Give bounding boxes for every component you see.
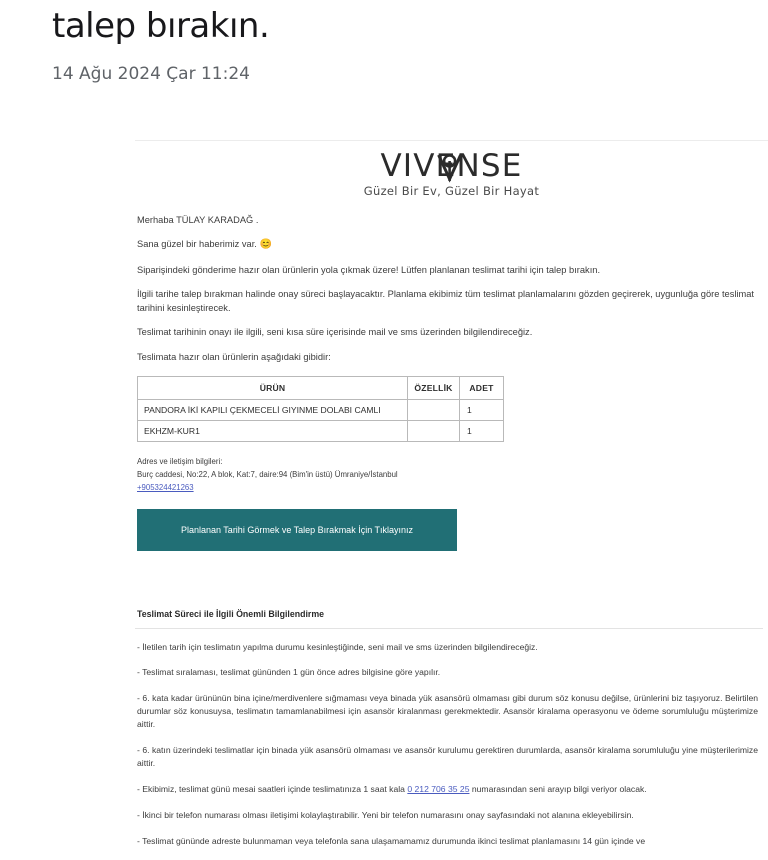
good-news-text: Sana güzel bir haberimiz var. [137,239,257,250]
info-item-elevator-up-to-6: - 6. kata kadar ürününün bina içine/merdivenlere sığmaması veya binada yük asansörü olmaması gibi durum söz konusu değilse, ürünlerini biz taşıyoruz. Belirtilen durumlar söz konusuysa, teslimatın tamamlanabilmesi için asansör kiralanması gerekmektedir. Asansör kiralama operasyonu ve ödeme sorumluluğu müşterimize aittir. [137,693,758,730]
cell-product-feature [408,400,460,421]
info-section-heading: Teslimat Süreci ile İlgili Önemli Bilgilendirme [137,608,325,619]
greeting-text: Merhaba TÜLAY KARADAĞ . [137,215,259,225]
info-item-notification: - İletilen tarih için teslimatın yapılma durumu kesinleştiğinde, seni mail ve sms üzerinden bilgilendireceğiz. [137,641,538,652]
email-card [135,140,768,860]
good-news-line [135,238,768,253]
paragraph-notification-channel: Teslimat tarihinin onayı ile ilgili, seni kısa süre içerisinde mail ve sms üzerinden bilgilendireceğiz. [137,327,533,338]
column-header-ozellik: ÖZELLİK [408,377,460,400]
cell-product-quantity: 1 [460,400,504,421]
section-divider [135,628,763,629]
paragraph-product-list-intro: Teslimata hazır olan ürünlerin aşağıdaki gibidir: [137,351,331,362]
logo-mark [380,148,523,184]
call-prefix-text: - Ekibimiz, teslimat günü mesai saatleri içinde teslimatınıza 1 saat kala [137,783,408,794]
notification-header [0,0,768,84]
paragraph-approval-process: İlgili tarihe talep bırakman halinde onay süreci başlayacaktır. Planlama ekibimiz tüm teslimat planlamalarını gözden geçirerek, uygunluğa göre teslimat tarihini kesinleştirecek. [137,289,755,313]
cell-product-name: EKHZM-KUR1 [138,421,408,442]
table-header-row [138,377,504,400]
address-label: Adres ve iletişim bilgileri: [137,457,223,467]
info-item-call-before-delivery [137,783,764,796]
info-item-elevator-above-6: - 6. katın üzerindeki teslimatlar için binada yük asansörü olmaması ve asansör kurulumu gerektiren durumlarda, asansör kiralama sorumluluğu yine müşterilerimize aittir. [137,745,758,768]
info-item-ordering: - Teslimat sıralaması, teslimat gününden 1 gün önce adres bilgisine göre yapılır. [137,667,441,678]
vivense-v-monogram-icon [434,152,464,188]
logo-wordmark: VIVENSE [380,148,523,184]
cell-product-feature [408,421,460,442]
email-body [135,204,768,847]
delivery-info-section [135,609,768,848]
product-table [137,376,504,442]
column-header-urun: ÜRÜN [138,377,408,400]
info-item-missed-delivery: - Teslimat gününde adreste bulunmaman veya telefonla sana ulaşamamamız durumunda ikinci teslimat planlamasını 14 gün içinde ve [137,835,646,846]
info-item-second-phone: - İkinci bir telefon numarası olması iletişimi kolaylaştırabilir. Yeni bir telefon numarasını onay sayfasındaki not alanına ekleyebilirsin. [137,809,634,820]
column-header-adet: ADET [460,377,504,400]
call-suffix-text: numarasından seni arayıp bilgi veriyor olacak. [469,783,647,794]
view-planned-date-button[interactable]: Planlanan Tarihi Görmek ve Talep Bırakmak İçin Tıklayınız [137,509,457,551]
support-phone-link[interactable]: 0 212 706 35 25 [407,783,470,794]
logo-tagline: Güzel Bir Ev, Güzel Bir Hayat [363,184,540,198]
address-line: Burç caddesi, No:22, A blok, Kat:7, daire:94 (Bim'in üstü) Ümraniye/İstanbul [137,470,398,480]
address-block [137,456,768,494]
table-row [138,400,504,421]
table-row [138,421,504,442]
brand-logo [135,141,768,204]
cell-product-name: PANDORA İKİ KAPILI ÇEKMECELİ GIYINME DOLABI CAMLI [138,400,408,421]
notification-timestamp: 14 Ağu 2024 Çar 11:24 [52,64,250,85]
paragraph-shipment-ready: Siparişindeki gönderime hazır olan ürünlerin yola çıkmak üzere! Lütfen planlanan teslimat tarihi için talep bırakın. [137,264,601,275]
cell-product-quantity: 1 [460,421,504,442]
phone-link[interactable]: +905324421263 [137,483,194,493]
page-title: talep bırakın. [52,6,270,46]
smiley-face-icon: 😊 [259,239,272,251]
